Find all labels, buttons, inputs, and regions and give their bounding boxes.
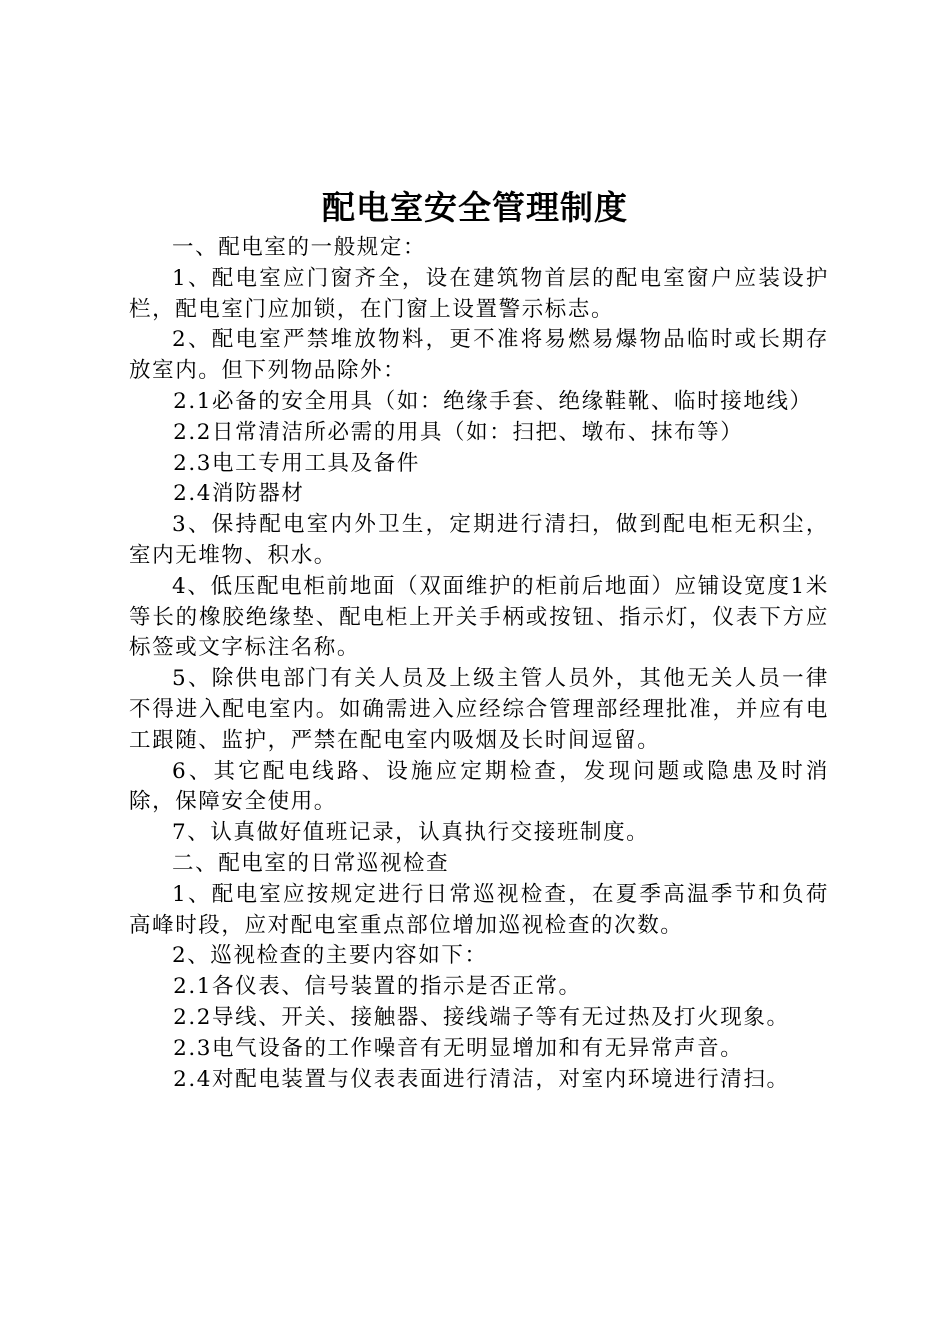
document-body (129, 233, 829, 1095)
paragraph: 1、配电室应门窗齐全，设在建筑物首层的配电室窗户应装设护栏，配电室门应加锁，在门窗上设置警示标志。 (129, 265, 829, 322)
paragraph: 4、低压配电柜前地面（双面维护的柜前后地面）应铺设宽度1米等长的橡胶绝缘垫、配电柜上开关手柄或按钮、指示灯，仪表下方应标签或文字标注名称。 (129, 573, 829, 661)
paragraph: 2.2导线、开关、接触器、接线端子等有无过热及打火现象。 (173, 1004, 790, 1030)
paragraph: 2.2日常清洁所必需的用具（如：扫把、墩布、抹布等） (173, 419, 744, 445)
paragraph: 2.1必备的安全用具（如：绝缘手套、绝缘鞋靴、临时接地线） (173, 388, 813, 414)
section-heading: 一、配电室的一般规定： (172, 235, 427, 260)
paragraph: 1、配电室应按规定进行日常巡视检查，在夏季高温季节和负荷高峰时段，应对配电室重点部位增加巡视检查的次数。 (129, 881, 829, 938)
paragraph: 5、除供电部门有关人员及上级主管人员外，其他无关人员一律不得进入配电室内。如确需进入应经综合管理部经理批准，并应有电工跟随、监护，严禁在配电室内吸烟及长时间逗留。 (129, 666, 829, 753)
paragraph: 2.4消防器材 (173, 481, 305, 507)
paragraph: 2.3电气设备的工作噪音有无明显增加和有无异常声音。 (173, 1035, 744, 1061)
paragraph: 7、认真做好值班记录，认真执行交接班制度。 (172, 820, 650, 846)
paragraph: 3、保持配电室内外卫生，定期进行清扫，做到配电柜无积尘，室内无堆物、积水。 (129, 512, 829, 568)
section-heading: 二、配电室的日常巡视检查 (172, 850, 450, 876)
document-title: 配电室安全管理制度 (322, 188, 628, 227)
paragraph: 2、巡视检查的主要内容如下： (172, 943, 488, 969)
paragraph: 2、配电室严禁堆放物料，更不准将易燃易爆物品临时或长期存放室内。但下列物品除外： (129, 327, 829, 384)
paragraph: 6、其它配电线路、设施应定期检查，发现问题或隐患及时消除，保障安全使用。 (129, 758, 829, 815)
paragraph: 2.1各仪表、信号装置的指示是否正常。 (173, 974, 582, 1000)
paragraph: 2.3电工专用工具及备件 (173, 450, 420, 476)
paragraph: 2.4对配电装置与仪表表面进行清洁，对室内环境进行清扫。 (173, 1066, 790, 1092)
